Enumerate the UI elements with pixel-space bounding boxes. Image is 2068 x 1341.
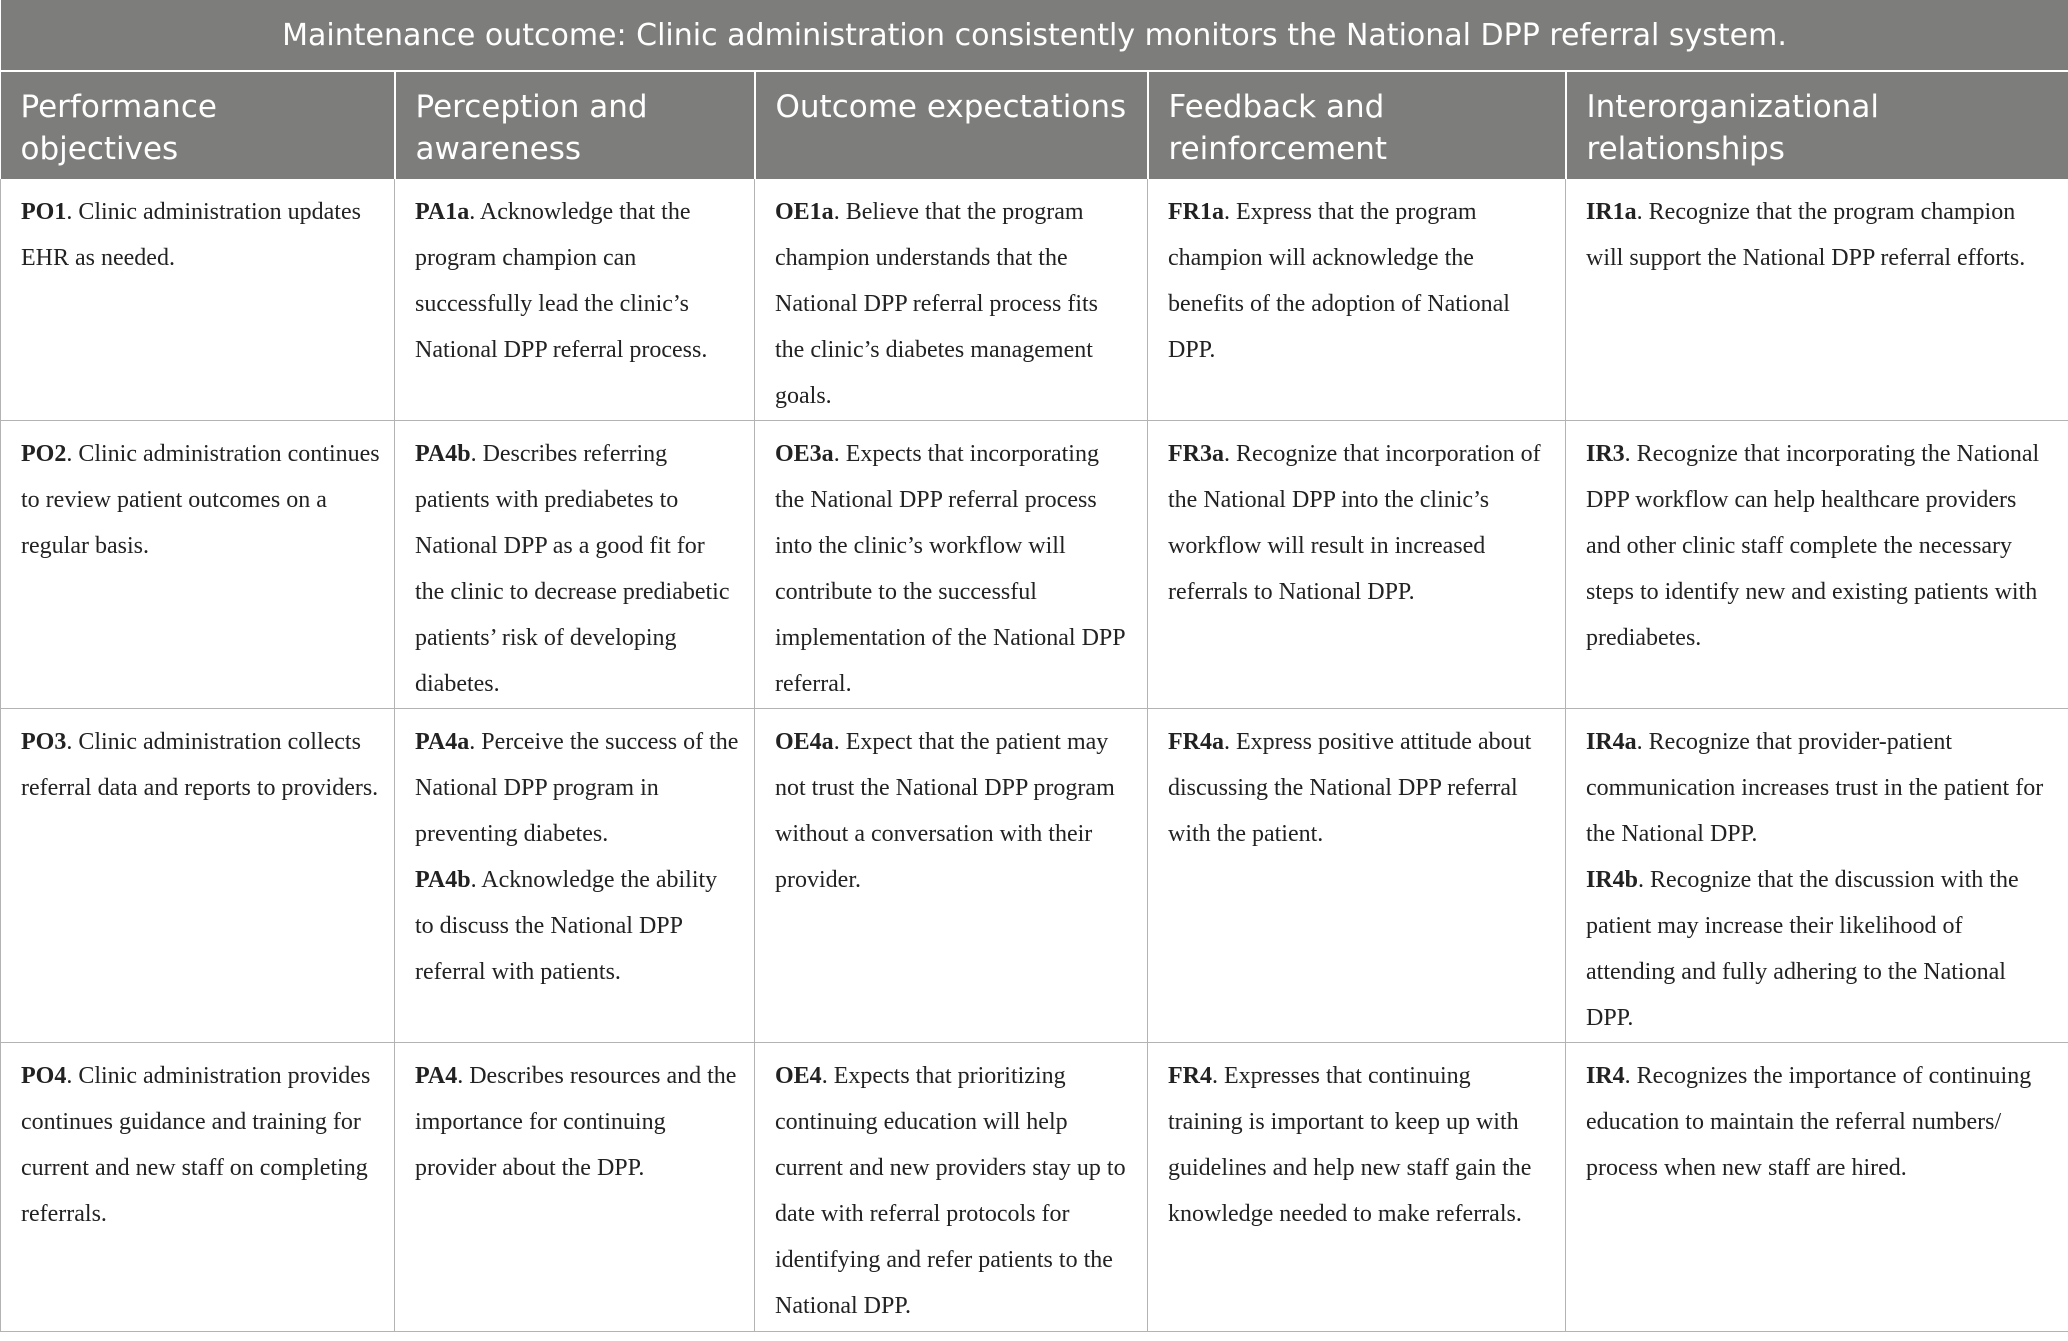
entry-code: FR4 — [1168, 1062, 1212, 1089]
entry-code: IR1a — [1586, 199, 1637, 225]
entry-text: . Recognizes the importance of continuing education to maintain the referral numbers/ process when new staff are hired. — [1586, 1062, 2032, 1181]
cell-feedback-reinforcement — [1148, 1042, 1566, 1331]
cell-entry — [415, 1053, 740, 1191]
cell-entry — [415, 719, 740, 857]
entry-text: . Expects that incorporating the National DPP referral process into the clinic’s workflow will contribute to the successful implementation of the National DPP referral. — [775, 440, 1125, 697]
entry-text: . Acknowledge that the program champion can successfully lead the clinic’s National DPP referral process. — [415, 199, 708, 363]
cell-entry — [1586, 857, 2054, 1041]
cell-entry — [1168, 1053, 1551, 1237]
entry-text: . Believe that the program champion understands that the National DPP referral process fits the clinic’s diabetes management goals. — [775, 199, 1099, 409]
entry-code: PO3 — [21, 728, 67, 755]
cell-entry — [415, 857, 740, 995]
cell-outcome-expectations — [755, 708, 1148, 1042]
cell-entry — [775, 431, 1133, 707]
entry-text: . Perceive the success of the National DPP program in preventing diabetes. — [415, 728, 739, 847]
entry-text: . Describes referring patients with prediabetes to National DPP as a good fit for the clinic to decrease prediabetic patients’ risk of developing diabetes. — [415, 440, 730, 697]
entry-code: IR3 — [1586, 440, 1625, 467]
cell-entry — [21, 1053, 380, 1237]
entry-text: . Recognize that incorporating the National DPP workflow can help healthcare providers and other clinic staff complete the necessary steps to identify new and existing patients with prediabetes. — [1586, 440, 2040, 651]
table-row — [1, 708, 2068, 1042]
entry-code: PO1 — [21, 199, 67, 225]
cell-entry — [775, 719, 1133, 903]
cell-performance-objective — [1, 1042, 395, 1331]
entry-code: PA4a — [415, 728, 470, 755]
cell-interorganizational-relationships — [1566, 708, 2068, 1042]
cell-perception-awareness — [395, 420, 755, 708]
cell-entry — [1586, 189, 2054, 281]
cell-entry — [1586, 431, 2054, 661]
entry-code: IR4 — [1586, 1062, 1625, 1089]
table-row — [1, 1042, 2068, 1331]
header-perception-awareness: Perception and awareness — [395, 71, 755, 179]
cell-interorganizational-relationships — [1566, 1042, 2068, 1331]
entry-code: IR4a — [1586, 728, 1637, 755]
cell-outcome-expectations — [755, 420, 1148, 708]
entry-text: . Express positive attitude about discussing the National DPP referral with the patient. — [1168, 728, 1532, 847]
cell-performance-objective — [1, 420, 395, 708]
table-row — [1, 179, 2068, 420]
entry-text: . Expects that prioritizing continuing education will help current and new providers stay up to date with referral protocols for identifying and refer patients to the National DPP. — [775, 1062, 1126, 1319]
cell-outcome-expectations — [755, 179, 1148, 420]
entry-text: . Acknowledge the ability to discuss the National DPP referral with patients. — [415, 866, 718, 985]
table-title: Maintenance outcome: Clinic administration consistently monitors the National DPP referral system. — [1, 0, 2068, 71]
entry-text: . Describes resources and the importance for continuing provider about the DPP. — [415, 1062, 737, 1181]
cell-entry — [1168, 189, 1551, 373]
header-feedback-reinforcement: Feedback and reinforcement — [1148, 71, 1566, 179]
cell-entry — [21, 189, 380, 281]
header-outcome-expectations: Outcome expectations — [755, 71, 1148, 179]
cell-outcome-expectations — [755, 1042, 1148, 1331]
header-performance-objectives: Performance objectives — [1, 71, 395, 179]
cell-entry — [21, 431, 380, 569]
cell-interorganizational-relationships — [1566, 420, 2068, 708]
entry-text: . Expresses that continuing training is important to keep up with guidelines and help new staff gain the knowledge needed to make referrals. — [1168, 1062, 1532, 1227]
cell-entry — [775, 1053, 1133, 1329]
entry-text: . Clinic administration continues to review patient outcomes on a regular basis. — [21, 440, 380, 559]
cell-entry — [415, 189, 740, 373]
entry-text: . Clinic administration updates EHR as needed. — [21, 199, 361, 271]
cell-interorganizational-relationships — [1566, 179, 2068, 420]
cell-feedback-reinforcement — [1148, 420, 1566, 708]
entry-code: PO4 — [21, 1062, 67, 1089]
cell-performance-objective — [1, 708, 395, 1042]
entry-code: FR4a — [1168, 728, 1224, 755]
entry-code: PA1a — [415, 199, 470, 225]
entry-code: PO2 — [21, 440, 67, 467]
cell-entry — [1168, 431, 1551, 615]
entry-code: OE4 — [775, 1062, 822, 1089]
entry-text: . Clinic administration collects referral data and reports to providers. — [21, 728, 379, 801]
entry-code: FR1a — [1168, 199, 1224, 225]
entry-code: OE1a — [775, 199, 834, 225]
entry-code: IR4b — [1586, 866, 1639, 893]
cell-performance-objective — [1, 179, 395, 420]
cell-perception-awareness — [395, 179, 755, 420]
table-title-row — [1, 0, 2068, 71]
cell-entry — [1168, 719, 1551, 857]
cell-feedback-reinforcement — [1148, 708, 1566, 1042]
entry-text: . Recognize that the program champion will support the National DPP referral efforts. — [1586, 199, 2026, 271]
entry-code: PA4 — [415, 1062, 458, 1089]
entry-code: FR3a — [1168, 440, 1224, 467]
cell-entry — [415, 431, 740, 707]
entry-text: . Express that the program champion will acknowledge the benefits of the adoption of National DPP. — [1168, 199, 1510, 363]
entry-code: PA4b — [415, 440, 471, 467]
entry-text: . Recognize that the discussion with the patient may increase their likelihood of attending and fully adhering to the National DPP. — [1586, 866, 2019, 1031]
table-row — [1, 420, 2068, 708]
entry-text: . Expect that the patient may not trust the National DPP program without a conversation with their provider. — [775, 728, 1115, 893]
column-header-row — [1, 71, 2068, 179]
entry-code: OE3a — [775, 440, 834, 467]
entry-text: . Recognize that incorporation of the National DPP into the clinic’s workflow will result in increased referrals to National DPP. — [1168, 440, 1541, 605]
cell-entry — [1586, 719, 2054, 857]
cell-perception-awareness — [395, 708, 755, 1042]
entry-code: OE4a — [775, 728, 834, 755]
cell-perception-awareness — [395, 1042, 755, 1331]
header-interorganizational-relationships: Interorganizational relationships — [1566, 71, 2068, 179]
cell-entry — [21, 719, 380, 811]
cell-feedback-reinforcement — [1148, 179, 1566, 420]
entry-text: . Recognize that provider-patient communication increases trust in the patient for the National DPP. — [1586, 728, 2044, 847]
cell-entry — [1586, 1053, 2054, 1191]
entry-text: . Clinic administration provides continues guidance and training for current and new staff on completing referrals. — [21, 1062, 371, 1227]
cell-entry — [775, 189, 1133, 419]
entry-code: PA4b — [415, 866, 471, 893]
